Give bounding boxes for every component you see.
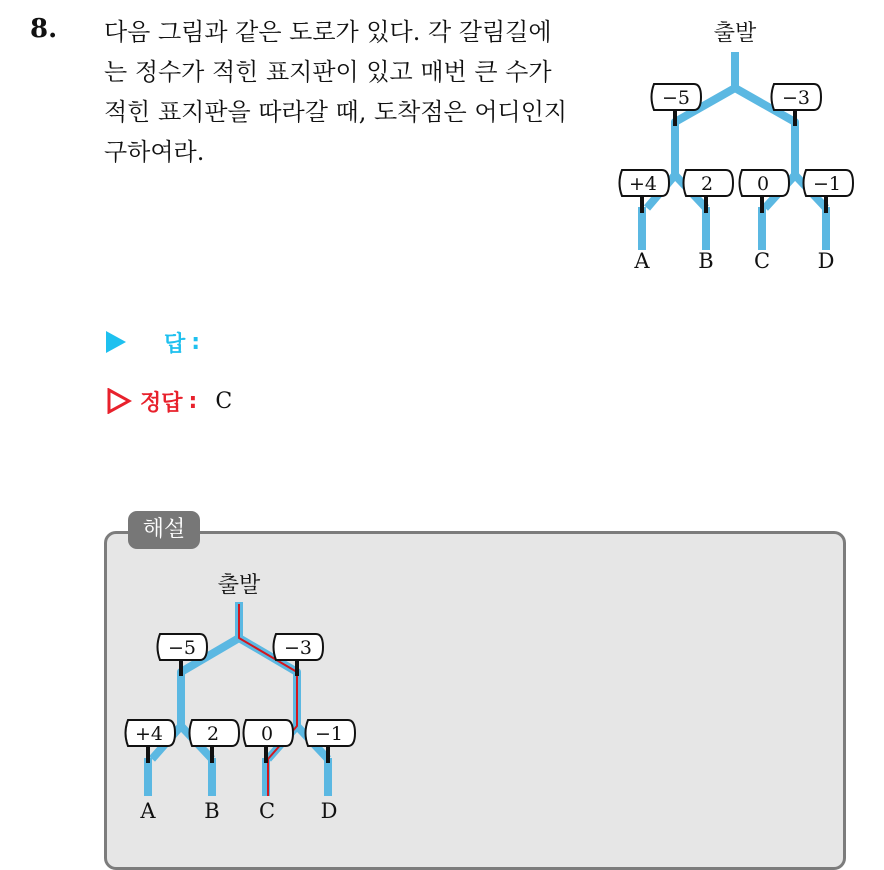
- signs: [620, 84, 854, 196]
- endpoint-labels: [633, 249, 834, 273]
- explanation-sign-bottom-1-label: +4: [134, 723, 164, 745]
- explanation-endpoint-b: B: [204, 799, 220, 823]
- endpoint-b: B: [698, 249, 714, 273]
- explanation-sign-bottom-3: [244, 720, 294, 746]
- explanation-sign-bottom-2-label: 2: [206, 723, 220, 745]
- explanation-sign-bottom-3-label: 0: [260, 723, 274, 745]
- sign-top-left-label: −5: [661, 87, 691, 109]
- explanation-sign-top-left: [158, 634, 208, 660]
- explanation-endpoint-a: A: [140, 799, 156, 823]
- sign-bottom-4: [804, 170, 854, 196]
- answer-label: 답: [164, 331, 186, 357]
- sign-bottom-2-label: 2: [700, 173, 714, 195]
- endpoint-c: C: [753, 249, 771, 273]
- correct-value: C: [215, 388, 233, 414]
- question-number: 8.: [30, 14, 58, 44]
- correct-label: 정답: [140, 390, 183, 416]
- explanation-endpoint-labels: [139, 799, 337, 823]
- sign-top-right: [772, 84, 822, 110]
- endpoint-a: A: [634, 249, 650, 273]
- explanation-sign-bottom-4-label: −1: [314, 723, 344, 745]
- road-diagram: [600, 10, 870, 280]
- explanation-start-label: 출발: [217, 573, 261, 598]
- answer-arrow-icon: [106, 331, 126, 353]
- sign-bottom-1: [620, 170, 670, 196]
- correct-answer-row: [106, 384, 232, 418]
- sign-top-left: [652, 84, 702, 110]
- explanation-sign-bottom-4: [306, 720, 356, 746]
- explanation-sign-bottom-2: [190, 720, 240, 746]
- sign-bottom-1-label: +4: [628, 173, 658, 195]
- start-label: 출발: [713, 21, 757, 46]
- explanation-endpoint-c: C: [258, 799, 276, 823]
- explanation-diagram: [108, 566, 378, 836]
- endpoint-d: D: [817, 249, 835, 273]
- sign-bottom-3-label: 0: [756, 173, 770, 195]
- answer-colon: :: [191, 329, 201, 355]
- question-line: 적힌 표지판을 따라갈 때, 도착점은 어디인지: [104, 98, 568, 126]
- question-line: 구하여라.: [104, 138, 205, 166]
- question-line: 다음 그림과 같은 도로가 있다. 각 갈림길에: [104, 18, 552, 46]
- sign-top-right-label: −3: [781, 87, 811, 109]
- explanation-sign-top-right-label: −3: [283, 637, 313, 659]
- explanation-sign-top-left-label: −5: [167, 637, 197, 659]
- question-line: 는 정수가 적힌 표지판이 있고 매번 큰 수가: [104, 58, 552, 86]
- sign-bottom-4-label: −1: [812, 173, 842, 195]
- correct-colon: :: [188, 388, 198, 414]
- answer-row: [106, 325, 200, 359]
- explanation-path: [239, 604, 297, 796]
- question-text: [104, 12, 604, 172]
- sign-bottom-3: [740, 170, 790, 196]
- explanation-endpoint-d: D: [320, 799, 338, 823]
- correct-arrow-icon: [106, 388, 132, 414]
- explanation-signs: [126, 634, 356, 746]
- roads: [642, 52, 826, 250]
- explanation-sign-bottom-1: [126, 720, 176, 746]
- explanation-tab: 해설: [128, 511, 200, 549]
- sign-bottom-2: [684, 170, 734, 196]
- explanation-sign-top-right: [274, 634, 324, 660]
